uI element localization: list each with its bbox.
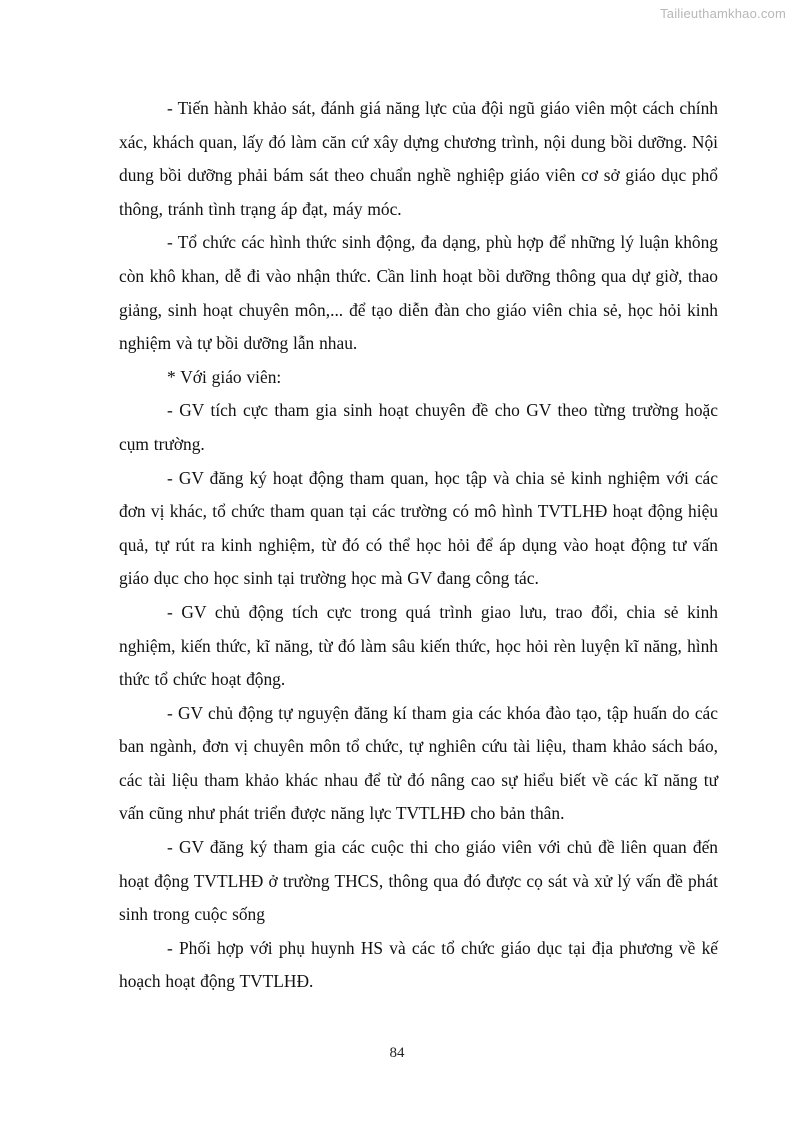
- paragraph-gv-contests: - GV đăng ký tham gia các cuộc thi cho giáo viên với chủ đề liên quan đến hoạt động TVTLHĐ ở trường THCS, thông qua đó được cọ sát và xử lý vấn đề phát sinh trong cuộc sống: [119, 837, 718, 925]
- document-body: [119, 92, 718, 999]
- paragraph-heading-teachers: * Với giáo viên:: [167, 366, 282, 387]
- paragraph-gv-exchange: - GV chủ động tích cực trong quá trình giao lưu, trao đổi, chia sẻ kinh nghiệm, kiến thức, kĩ năng, từ đó làm sâu kiến thức, học hỏi rèn luyện kĩ năng, hình thức tổ chức hoạt động.: [119, 601, 718, 690]
- paragraph-organize-forms: - Tổ chức các hình thức sinh động, đa dạng, phù hợp để những lý luận không còn khô khan, dễ đi vào nhận thức. Cần linh hoạt bồi dưỡng thông qua dự giờ, thao giảng, sinh hoạt chuyên môn,... để tạo diễn đàn cho giáo viên chia sẻ, học hỏi kinh nghiệm và tự bồi dưỡng lẫn nhau.: [119, 232, 718, 354]
- paragraph-survey-teachers: - Tiến hành khảo sát, đánh giá năng lực của đội ngũ giáo viên một cách chính xác, khách quan, lấy đó làm căn cứ xây dựng chương trình, nội dung bồi dưỡng. Nội dung bồi dưỡng phải bám sát theo chuẩn nghề nghiệp giáo viên cơ sở giáo dục phổ thông, tránh tình trạng áp đạt, máy móc.: [119, 98, 718, 219]
- watermark: Tailieuthamkhao.com: [660, 6, 786, 21]
- page-number: 84: [389, 1045, 405, 1061]
- paragraph-gv-training: - GV chủ động tự nguyện đăng kí tham gia các khóa đào tạo, tập huấn do các ban ngành, đơn vị chuyên môn tổ chức, tự nghiên cứu tài liệu, tham khảo sách báo, các tài liệu tham khảo khác nhau để từ đó nâng cao sự hiểu biết về các kĩ năng tư vấn cũng như phát triển được năng lực TVTLHĐ cho bản thân.: [119, 702, 718, 824]
- paragraph-parent-coordination: - Phối hợp với phụ huynh HS và các tổ chức giáo dục tại địa phương về kế hoạch hoạt động TVTLHĐ.: [119, 937, 718, 992]
- paragraph-gv-field-trips: - GV đăng ký hoạt động tham quan, học tập và chia sẻ kinh nghiệm với các đơn vị khác, tổ chức tham quan tại các trường có mô hình TVTLHĐ hoạt động hiệu quả, tự rút ra kinh nghiệm, từ đó có thể học hỏi để áp dụng vào hoạt động tư vấn giáo dục cho học sinh tại trường học mà GV đang công tác.: [119, 467, 718, 589]
- paragraph-gv-topic-activities: - GV tích cực tham gia sinh hoạt chuyên đề cho GV theo từng trường hoặc cụm trường.: [119, 400, 718, 454]
